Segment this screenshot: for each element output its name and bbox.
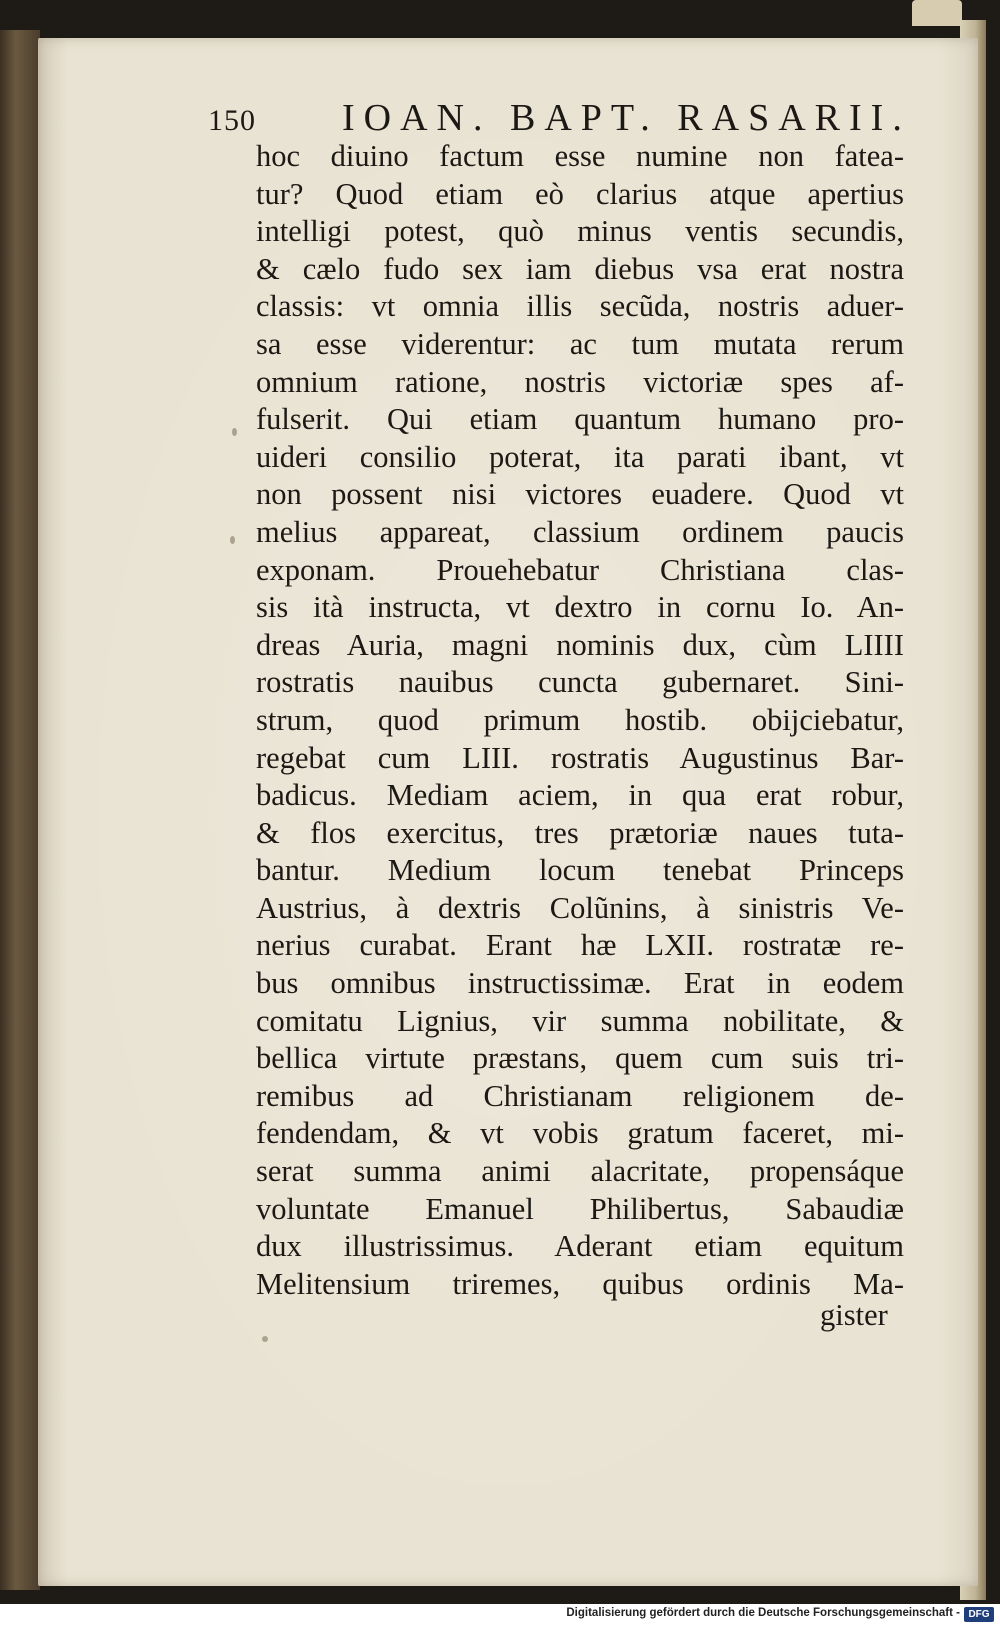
ink-spot	[232, 428, 237, 436]
text-line: dux illustrissimus. Aderant etiam equitum	[256, 1229, 904, 1264]
page-header	[208, 96, 911, 140]
text-line: melius appareat, classium ordinem paucis	[256, 514, 904, 549]
text-line: exponam. Prouehebatur Christiana clas-	[256, 552, 904, 587]
page-number: 150	[208, 104, 256, 137]
text-line: sis ità instructa, vt dextro in cornu Io. An-	[256, 590, 904, 625]
text-line: bus omnibus instructissimæ. Erat in eodem	[256, 966, 904, 1001]
text-line: omnium ratione, nostris victoriæ spes af-	[256, 364, 904, 399]
dfg-logo: DFG	[964, 1607, 994, 1622]
text-line: tur? Quod etiam eò clarius atque apertius	[256, 176, 904, 211]
ink-spot	[230, 536, 235, 544]
text-line: bellica virtute præstans, quem cum suis tri-	[256, 1041, 904, 1076]
page-tab	[912, 0, 962, 26]
text-line: sa esse viderentur: ac tum mutata rerum	[256, 326, 904, 361]
catchword: gister	[820, 1298, 888, 1332]
text-line: uideri consilio poterat, ita parati ibant, vt	[256, 439, 904, 474]
text-line: classis: vt omnia illis secũda, nostris aduer-	[256, 289, 904, 324]
text-line: intelligi potest, quò minus ventis secundis,	[256, 214, 904, 249]
running-head: IOAN. BAPT. RASARII.	[342, 97, 911, 139]
text-line: & flos exercitus, tres prætoriæ naues tuta-	[256, 815, 904, 850]
text-line: nerius curabat. Erant hæ LXII. rostratæ re-	[256, 928, 904, 963]
text-line: badicus. Mediam aciem, in qua erat robur,	[256, 778, 904, 813]
text-line: regebat cum LIII. rostratis Augustinus Bar-	[256, 740, 904, 775]
text-line: hoc diuino factum esse numine non fatea-	[256, 139, 904, 173]
text-line: rostratis nauibus cuncta gubernaret. Sini-	[256, 665, 904, 700]
text-line: comitatu Lignius, vir summa nobilitate, &	[256, 1003, 904, 1038]
book-spine-edge	[0, 30, 40, 1590]
funding-credit: Digitalisierung gefördert durch die Deutsche Forschungsgemeinschaft -	[566, 1607, 960, 1619]
text-line: & cælo fudo sex iam diebus vsa erat nostra	[256, 251, 904, 286]
text-line: bantur. Medium locum tenebat Princeps	[256, 853, 904, 888]
text-line: Austrius, à dextris Colũnins, à sinistris Ve-	[256, 890, 904, 925]
text-line: Melitensium triremes, quibus ordinis Ma-	[256, 1266, 904, 1301]
body-text	[256, 138, 904, 1303]
text-line: serat summa animi alacritate, propensáque	[256, 1154, 904, 1189]
text-line: dreas Auria, magni nominis dux, cùm LIIII	[256, 627, 904, 662]
ink-spot	[262, 1336, 268, 1342]
text-line: non possent nisi victores euadere. Quod vt	[256, 477, 904, 512]
text-line: fulserit. Qui etiam quantum humano pro-	[256, 402, 904, 437]
text-line: remibus ad Christianam religionem de-	[256, 1078, 904, 1113]
text-line: strum, quod primum hostib. obijciebatur,	[256, 702, 904, 737]
text-line: fendendam, & vt vobis gratum faceret, mi-	[256, 1116, 904, 1151]
text-line: voluntate Emanuel Philibertus, Sabaudiæ	[256, 1191, 904, 1226]
footer-bar	[0, 1604, 1000, 1626]
